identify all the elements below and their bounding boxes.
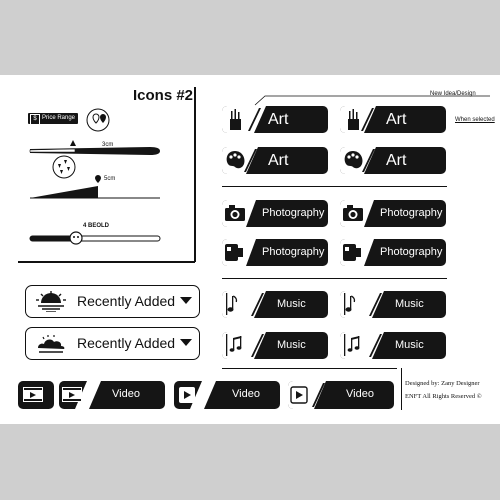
slider-2-mark: 5cm <box>104 176 116 182</box>
music-double-note-button[interactable] <box>222 332 328 359</box>
music-button[interactable] <box>222 291 328 318</box>
divider-music <box>222 368 397 369</box>
video-camera-icon <box>340 239 380 266</box>
video-icon-button[interactable] <box>18 381 54 409</box>
film-play-icon <box>59 381 105 409</box>
note-when-selected: When selected <box>455 117 495 123</box>
photography-video-button[interactable] <box>222 239 328 266</box>
page-title: Icons #2 <box>133 87 194 104</box>
divider-art <box>222 186 447 187</box>
note-new-idea: New Idea/Design <box>430 91 476 97</box>
music-double-note-button-selected[interactable] <box>340 332 446 359</box>
camera-icon <box>222 200 262 227</box>
credit-rights: ENFT All Rights Reserved © <box>405 393 482 400</box>
play-box-icon <box>288 381 334 409</box>
music-label: Music <box>277 298 306 310</box>
art-palette-button-selected[interactable] <box>340 147 446 174</box>
dropdown-label: Recently Added <box>77 335 176 351</box>
double-note-icon <box>222 332 272 359</box>
brush-cup-icon <box>222 106 266 133</box>
chevron-down-icon <box>180 339 192 346</box>
clouds-icon <box>35 334 67 354</box>
music-label: Music <box>395 298 424 310</box>
recently-added-dropdown-2[interactable] <box>25 327 200 360</box>
recently-added-dropdown[interactable] <box>25 285 200 318</box>
divider-photo <box>222 278 447 279</box>
music-note-icon <box>222 291 272 318</box>
music-label: Music <box>395 339 424 351</box>
video-label: Video <box>112 388 140 400</box>
photography-button-selected[interactable] <box>340 200 446 227</box>
slider-3-knob <box>70 232 82 244</box>
palette-icon <box>340 147 384 174</box>
art-palette-button[interactable] <box>222 147 328 174</box>
art-button[interactable] <box>222 106 328 133</box>
music-note-icon <box>340 291 390 318</box>
dollar-icon: $ <box>30 114 40 125</box>
sunrise-icon <box>35 291 67 312</box>
art-label: Art <box>386 152 407 169</box>
art-label: Art <box>268 152 289 169</box>
photography-label: Photography <box>380 246 443 258</box>
slider-3-mark: 4 BEOLD <box>83 223 110 229</box>
photography-button[interactable] <box>222 200 328 227</box>
frame-right-line <box>194 87 196 262</box>
art-label: Art <box>268 111 289 128</box>
dropdown-label: Recently Added <box>77 293 176 309</box>
pin-bubble-2 <box>53 156 75 178</box>
film-play-icon <box>18 381 54 409</box>
photography-video-button-selected[interactable] <box>340 239 446 266</box>
price-range-label: Price Range <box>42 115 76 121</box>
slider-1-mark: 3cm <box>102 142 114 148</box>
music-button-selected[interactable] <box>340 291 446 318</box>
palette-icon <box>222 147 266 174</box>
photography-label: Photography <box>262 246 325 258</box>
brush-cup-icon <box>340 106 384 133</box>
art-button-selected[interactable] <box>340 106 446 133</box>
video-camera-icon <box>222 239 262 266</box>
video-play-button-selected[interactable] <box>288 381 394 409</box>
art-label: Art <box>386 111 407 128</box>
photography-label: Photography <box>262 207 325 219</box>
video-play-button[interactable] <box>174 381 280 409</box>
play-box-icon <box>174 381 220 409</box>
credits-frame-line <box>401 368 402 410</box>
frame-bottom-line <box>18 261 195 263</box>
music-label: Music <box>277 339 306 351</box>
camera-icon <box>340 200 380 227</box>
photography-label: Photography <box>380 207 443 219</box>
credit-designer: Designed by: Zany Designer <box>405 380 480 387</box>
video-label: Video <box>346 388 374 400</box>
double-note-icon <box>340 332 390 359</box>
chevron-down-icon <box>180 297 192 304</box>
video-film-button[interactable] <box>59 381 165 409</box>
video-label: Video <box>232 388 260 400</box>
slider-2-wedge <box>30 186 98 198</box>
